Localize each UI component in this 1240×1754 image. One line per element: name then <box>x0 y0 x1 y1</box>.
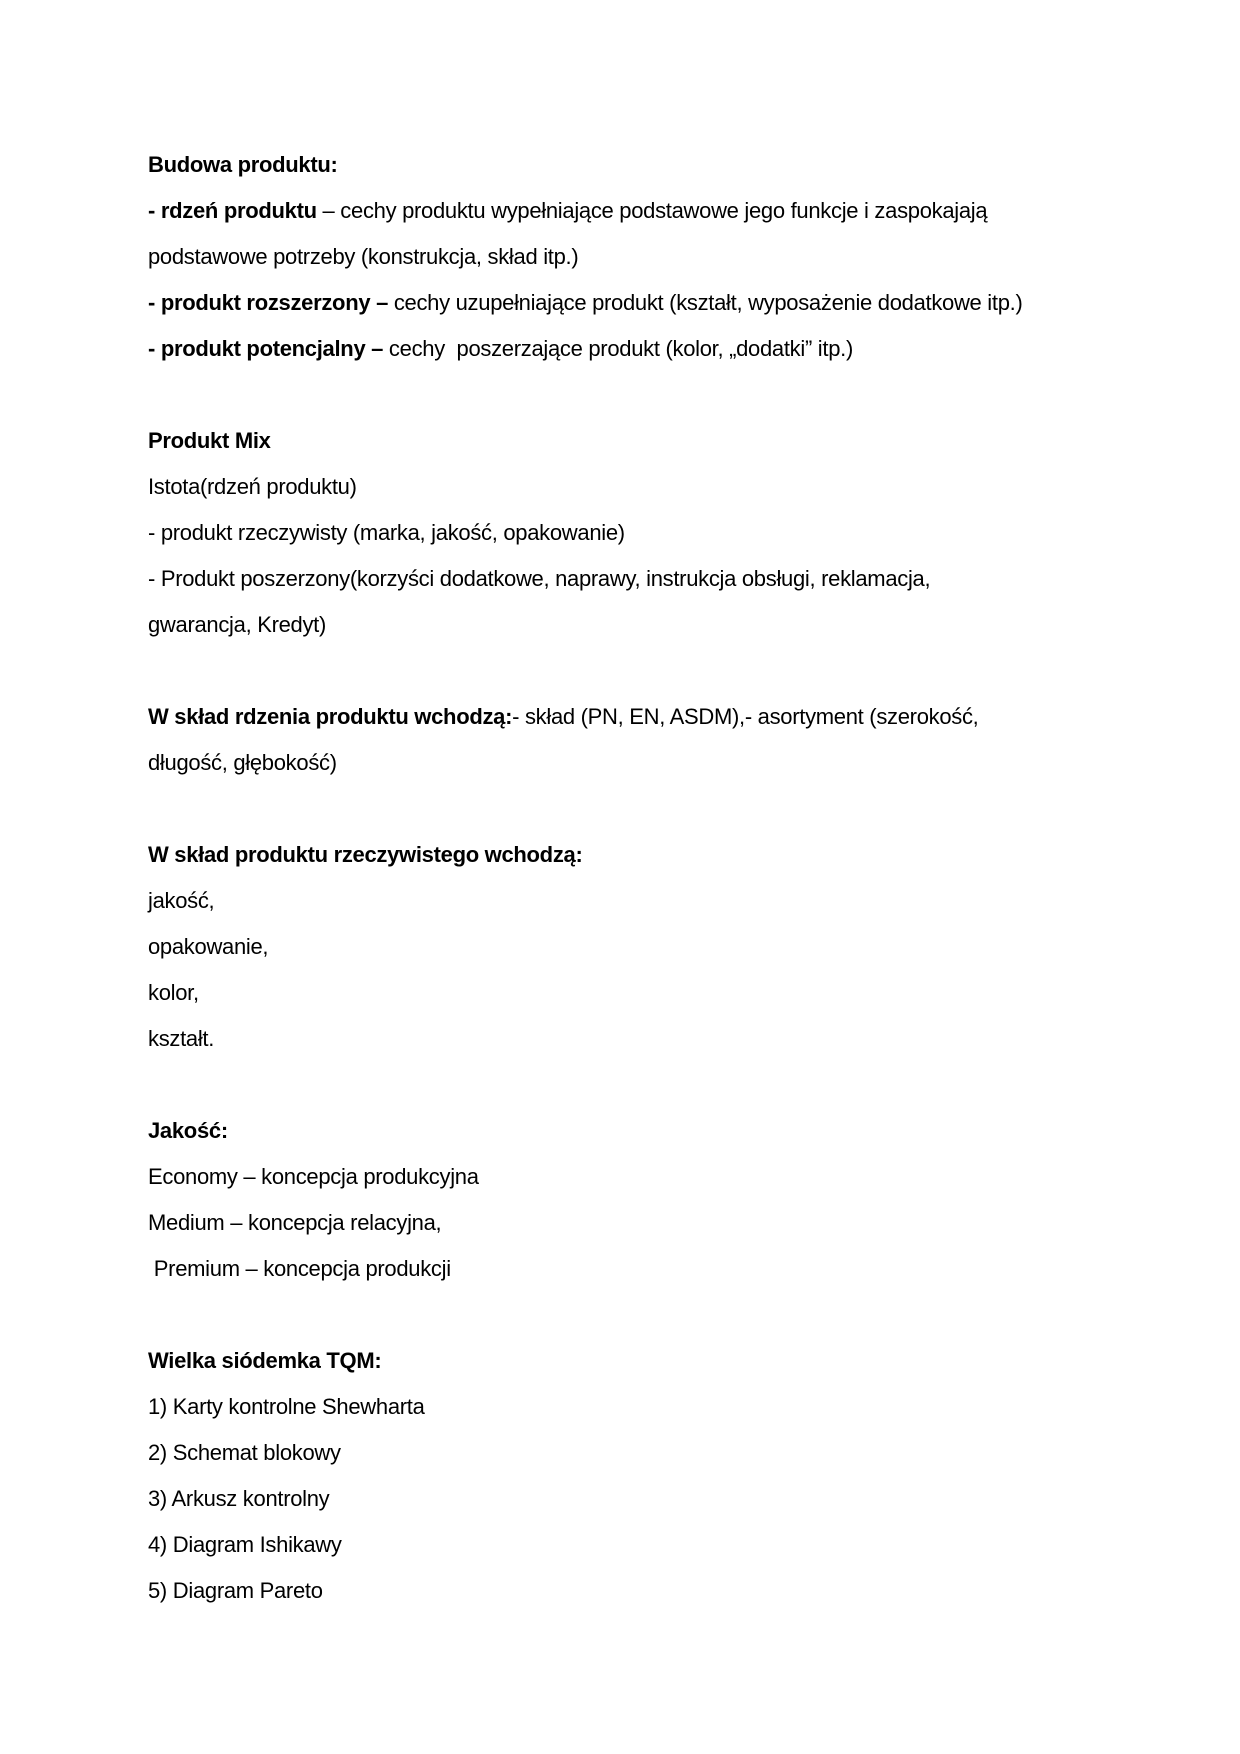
tqm-item: 4) Diagram Ishikawy <box>148 1532 342 1557</box>
produkt-mix-line-2: - produkt rzeczywisty (marka, jakość, opakowanie) <box>148 520 625 545</box>
section-heading-produkt-mix: Produkt Mix <box>148 428 271 453</box>
jakosc-item: Premium – koncepcja produkcji <box>148 1256 451 1281</box>
section-heading-jakosc: Jakość: <box>148 1118 228 1143</box>
rzeczywisty-item: kolor, <box>148 980 199 1005</box>
rzeczywisty-item: jakość, <box>148 888 215 913</box>
produkt-mix-line-3: - Produkt poszerzony(korzyści dodatkowe, naprawy, instrukcja obsługi, reklamacja, <box>148 566 931 591</box>
paragraph-gap <box>148 1292 1108 1338</box>
paragraph-gap <box>148 786 1108 832</box>
paragraph-gap <box>148 372 1108 418</box>
section-heading-budowa: Budowa produktu: <box>148 152 338 177</box>
rzeczywisty-item: kształt. <box>148 1026 215 1051</box>
rdzen-sklad-line: W skład rdzenia produktu wchodzą:- skład (PN, EN, ASDM),- asortyment (szerokość, <box>148 704 979 729</box>
jakosc-item: Medium – koncepcja relacyjna, <box>148 1210 442 1235</box>
jakosc-item: Economy – koncepcja produkcyjna <box>148 1164 479 1189</box>
section-heading-tqm: Wielka siódemka TQM: <box>148 1348 382 1373</box>
paragraph-gap <box>148 1062 1108 1108</box>
produkt-mix-line-1: Istota(rdzeń produktu) <box>148 474 357 499</box>
paragraph-gap <box>148 648 1108 694</box>
produkt-mix-line-4: gwarancja, Kredyt) <box>148 612 327 637</box>
document-page <box>148 142 1108 1614</box>
rzeczywisty-item: opakowanie, <box>148 934 269 959</box>
budowa-item-rdzen-continued: podstawowe potrzeby (konstrukcja, skład itp.) <box>148 244 579 269</box>
section-heading-rzeczywisty: W skład produktu rzeczywistego wchodzą: <box>148 842 583 867</box>
budowa-item-rdzen: - rdzeń produktu – cechy produktu wypełniające podstawowe jego funkcje i zaspokajają <box>148 198 988 223</box>
budowa-item-rozszerzony: - produkt rozszerzony – cechy uzupełniające produkt (kształt, wyposażenie dodatkowe itp.) <box>148 290 1023 315</box>
rdzen-sklad-continued: długość, głębokość) <box>148 750 337 775</box>
tqm-item: 2) Schemat blokowy <box>148 1440 341 1465</box>
budowa-item-potencjalny: - produkt potencjalny – cechy poszerzające produkt (kolor, „dodatki” itp.) <box>148 336 853 361</box>
tqm-item: 1) Karty kontrolne Shewharta <box>148 1394 425 1419</box>
tqm-item: 5) Diagram Pareto <box>148 1578 323 1603</box>
tqm-item: 3) Arkusz kontrolny <box>148 1486 330 1511</box>
